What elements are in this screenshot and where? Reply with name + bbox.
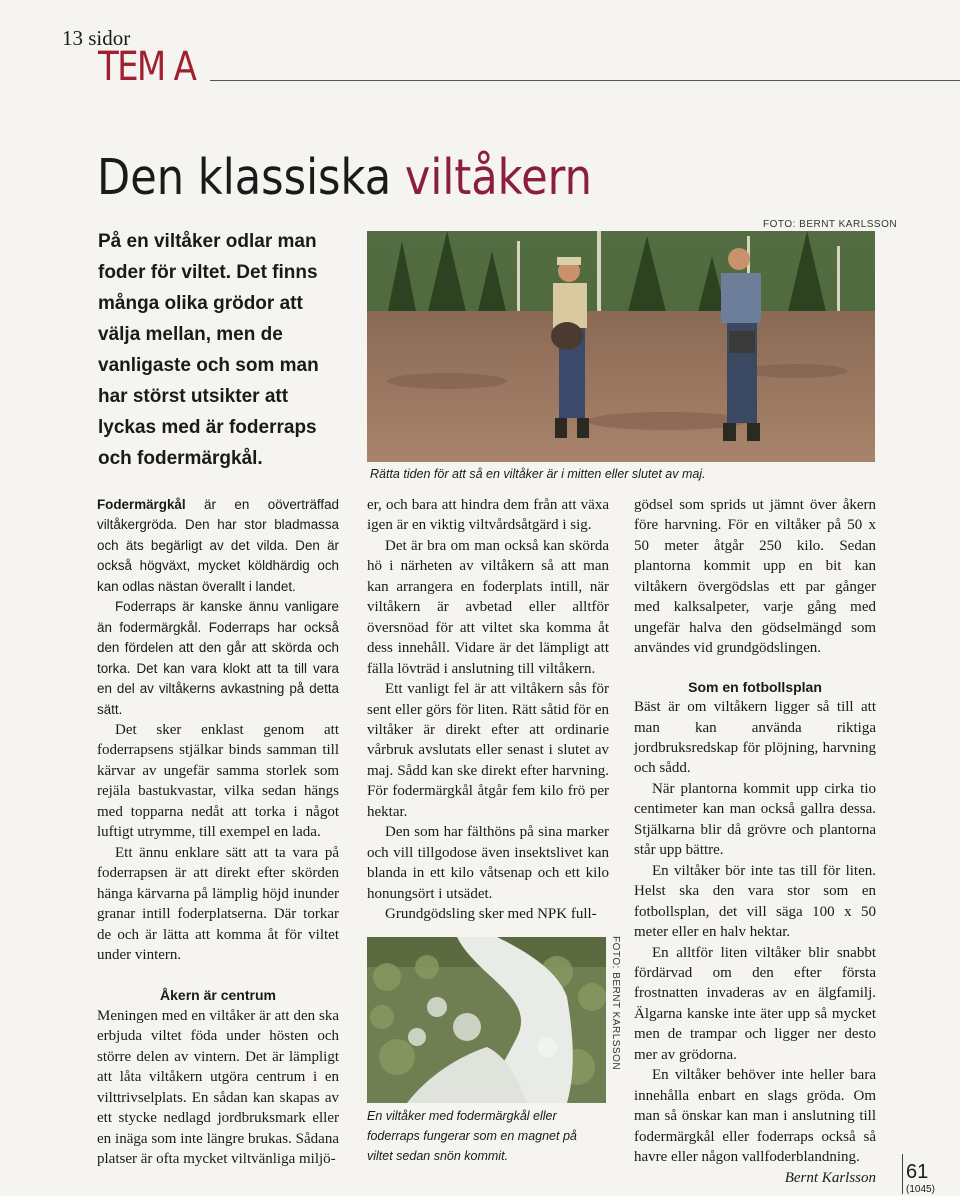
- paragraph: Det är bra om man också kan skörda hö i närheten av viltåkern så att man kan arrangera en foderplats intill, när viltåkern är avbetad eller alltför översnöad för att viltet ska komma åt dess innehåll. Vidare är det lämpligt att fälla lövträd i anslutning till viltåkern.: [367, 537, 609, 677]
- issue-code: (1045): [906, 1184, 935, 1195]
- paragraph: Den som har fälthöns på sina marker och vill tillgodose även insektslivet kan blanda in ett kilo våtsenap och ett kilo honungsört i utsädet.: [367, 824, 609, 902]
- lead-line: välja mellan, men de: [98, 324, 283, 345]
- author-byline: Bernt Karlsson: [784, 1169, 876, 1186]
- paragraph: Foderraps är kanske ännu vanligare än fodermärgkål. Foderraps har också den fördelen att den går att skörda och torka. Det kan vara klokt att ta till vara en del av viltåkerns avkastning på detta sätt.: [97, 599, 339, 717]
- photo-two-men-sowing: [367, 231, 875, 462]
- subheading: Som en fotbollsplan: [688, 678, 822, 695]
- headline-part-1: Den klassiska: [97, 149, 392, 206]
- man-right: [721, 248, 761, 441]
- paragraph: Grundgödsling sker med NPK full-: [385, 906, 597, 923]
- caption-line: En viltåker med fodermärgkål eller: [367, 1109, 557, 1123]
- section-title: TEM A: [98, 44, 196, 90]
- lead-line: har störst utsikter att: [98, 386, 289, 407]
- lead-paragraph: [98, 226, 353, 474]
- section-label: 13 sidor: [62, 26, 131, 50]
- page-number: 61: [906, 1161, 929, 1183]
- paragraph: [97, 495, 339, 597]
- paragraph: er, och bara att hindra dem från att växa igen är en viktig viltvårdsåtgärd i sig.: [367, 497, 609, 534]
- paragraph: Det sker enklast genom att foderrapsens stjälkar binds samman till kärvar av ungefär samma storlek som rejäla bastukvastar, vilka sedan hängs med topparna nedåt att torka i något luftigt utrymme, till exempel en lada.: [97, 721, 339, 841]
- paragraph: Ett vanligt fel är att viltåkern sås för sent eller görs för liten. Rätt såtid för en viltåker är direkt efter att ordinarie vårbruk avslutats eller senast i slutet av maj. Sådd kan ske direkt efter harvning. För fodermärgkål åtgår fem kilo frö per hektar.: [367, 681, 609, 820]
- lead-line: foder för viltet. Det finns: [98, 262, 318, 283]
- lead-line: och fodermärgkål.: [98, 448, 263, 469]
- paragraph: När plantorna kommit upp cirka tio centimeter kan man också gallra dessa. Stjälkarna blir då grövre och plantorna står upp bättre.: [634, 780, 876, 859]
- photo-credit-1: FOTO: BERNT KARLSSON: [763, 219, 898, 230]
- paragraph: En viltåker bör inte tas till för liten. Helst ska den vara stor som en fotbollsplan, det vill säga 100 x 50 meter eller en halv hektar.: [634, 862, 876, 941]
- lead-line: vanligaste och som man: [98, 355, 319, 376]
- paragraph: En viltåker behöver inte heller bara innehålla enbart en slags gröda. Om man så önskar kan man i anslutning till fodermärgkål eller foderraps också så havre eller någon vallfoderblandning.: [634, 1067, 876, 1166]
- paragraph: En alltför liten viltåker blir snabbt fördärvad om den efter första frostnatten invaderas av en älgfamilj. Älgarna kanske inte äter upp så mycket men de trampar och ligger ner desto mer av grödorna.: [634, 944, 876, 1063]
- article-column-1: [97, 495, 339, 1170]
- headline-part-2: viltåkern: [404, 149, 592, 206]
- header-rule: [210, 80, 960, 81]
- paragraph: Bäst är om viltåkern ligger så till att man kan använda riktiga jordbruksredskap för plöjning, harvning och sådd.: [634, 699, 876, 777]
- subheading: Åkern är centrum: [160, 987, 276, 1004]
- caption-line: viltet sedan snön kommit.: [367, 1149, 509, 1163]
- headline: [97, 150, 592, 206]
- lead-line: lyckas med är foderraps: [98, 417, 317, 438]
- article-column-3: [634, 495, 876, 1188]
- lead-line: På en viltåker odlar man: [98, 231, 317, 252]
- paragraph: gödsel som sprids ut jämnt över åkern före harvning. För en viltåker på 50 x 50 meter åtgår 250 kilo. Sedan plantorna kommit upp en bit kan viltåkern övergödslas ett par gånger med kalksalpeter, varje gång med ungefär halva den gödselmängd som användes vid grundgödslingen.: [634, 497, 876, 657]
- photo-snowy-field: [367, 937, 606, 1103]
- caption-line: foderraps fungerar som en magnet på: [367, 1129, 577, 1143]
- page-number-rule: [902, 1154, 903, 1194]
- paragraph: Ett ännu enklare sätt att ta vara på foderrapsen är att direkt efter skörden hänga kärvarna på lämplig höjd inunder granar intill foderplatserna. Där torkar de och är lätta att komma åt för viltet under vintern.: [97, 844, 339, 963]
- article-column-2: [367, 495, 609, 925]
- lead-line: många olika grödor att: [98, 293, 303, 314]
- photo-credit-2: FOTO: BERNT KARLSSON: [610, 936, 621, 1071]
- photo-caption-2: [367, 1106, 607, 1166]
- photo-caption-1: Rätta tiden för att så en viltåker är i mitten eller slutet av maj.: [370, 467, 706, 481]
- paragraph: Meningen med en viltåker är att den ska erbjuda viltet föda under hösten och större delen av vintern. Det är lämpligt att låta viltåkern utgöra centrum i en vilttrivselplats. En sådan kan skapas av ett stycke nedlagd jordbruksmark eller en inäga som inte längre brukas. Sådana platser är ofta mycket viltvänliga miljö-: [97, 1007, 339, 1168]
- paragraph-text: är en oöverträffad viltåkergröda. Den har stor bladmassa och äts begärligt av det vilda. Den är också högväxt, mycket köldhärdig och kan odlas nästan överallt i landet.: [97, 497, 339, 594]
- paragraph-lead-in: Fodermärgkål: [97, 497, 186, 512]
